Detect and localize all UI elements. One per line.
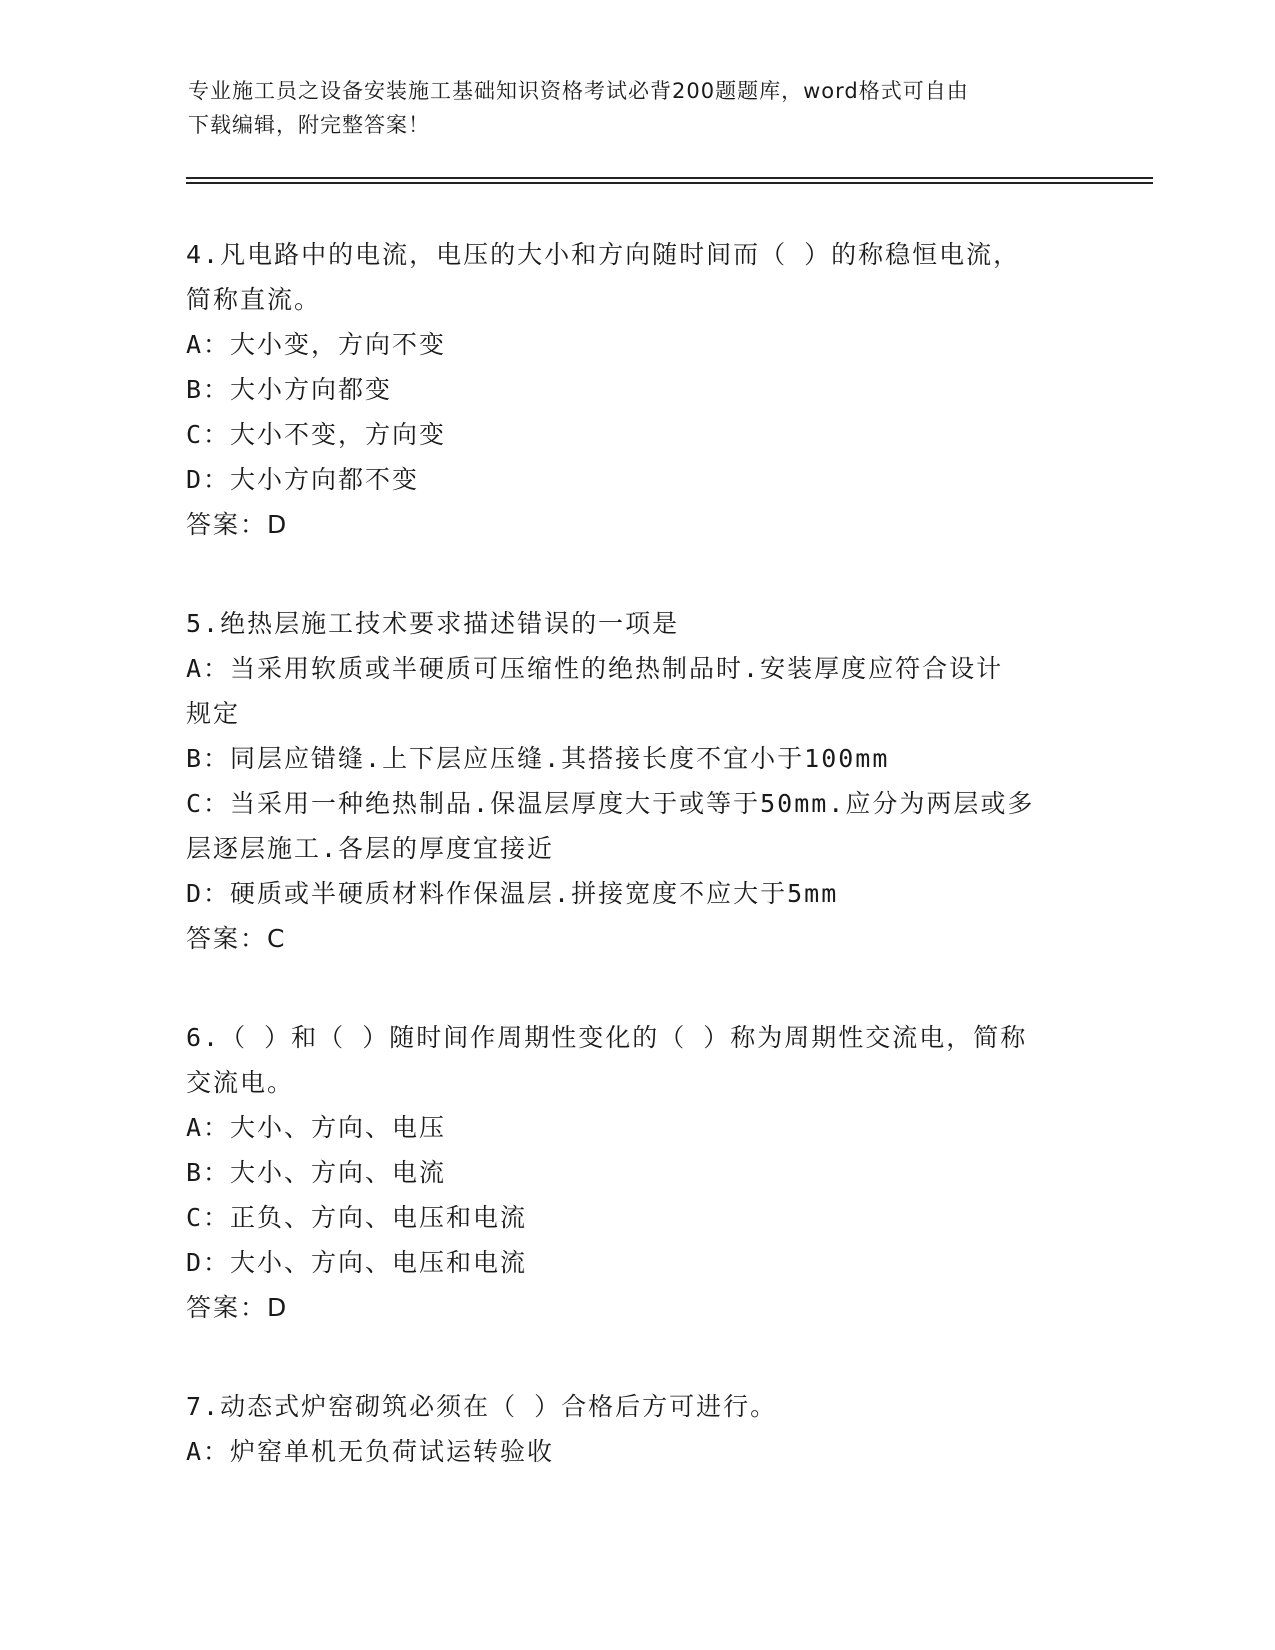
option-d: D：硬质或半硬质材料作保温层.拼接宽度不应大于5mm (186, 879, 839, 908)
question-stem: 5.绝热层施工技术要求描述错误的一项是 (186, 609, 680, 638)
header-divider-top (186, 177, 1153, 179)
option-c: C：正负、方向、电压和电流 (186, 1203, 528, 1232)
option-a: A：大小变，方向不变 (186, 330, 447, 359)
question-list (186, 232, 1086, 1528)
answer: 答案：C (186, 924, 287, 953)
question-6 (186, 1015, 1086, 1330)
option-a: A：大小、方向、电压 (186, 1113, 447, 1142)
option-b: B：同层应错缝.上下层应压缝.其搭接长度不宜小于100mm (186, 744, 890, 773)
option-a-continued: 规定 (186, 699, 241, 728)
document-header (188, 74, 1088, 142)
question-4 (186, 232, 1086, 547)
question-7 (186, 1384, 1086, 1474)
question-stem: 4.凡电路中的电流，电压的大小和方向随时间而（ ）的称稳恒电流， (186, 240, 1021, 269)
option-d: D：大小方向都不变 (186, 465, 420, 494)
question-stem: 简称直流。 (186, 285, 322, 314)
header-divider-bottom (186, 182, 1153, 184)
option-c: C：大小不变，方向变 (186, 420, 447, 449)
option-c: C：当采用一种绝热制品.保温层厚度大于或等于50mm.应分为两层或多 (186, 789, 1035, 818)
option-c-continued: 层逐层施工.各层的厚度宜接近 (186, 834, 555, 863)
option-a: A：炉窑单机无负荷试运转验收 (186, 1437, 555, 1466)
question-stem: 6.（ ）和（ ）随时间作周期性变化的（ ）称为周期性交流电，简称 (186, 1023, 1028, 1052)
header-line-2: 下载编辑，附完整答案！ (188, 113, 430, 137)
option-d: D：大小、方向、电压和电流 (186, 1248, 528, 1277)
question-5 (186, 601, 1086, 961)
answer: 答案：D (186, 510, 289, 539)
option-a: A：当采用软质或半硬质可压缩性的绝热制品时.安装厚度应符合设计 (186, 654, 1004, 683)
header-line-1: 专业施工员之设备安装施工基础知识资格考试必背200题题库，word格式可自由 (188, 79, 969, 103)
option-b: B：大小方向都变 (186, 375, 393, 404)
question-stem: 7.动态式炉窑砌筑必须在（ ）合格后方可进行。 (186, 1392, 778, 1421)
option-b: B：大小、方向、电流 (186, 1158, 447, 1187)
question-stem: 交流电。 (186, 1068, 295, 1097)
answer: 答案：D (186, 1293, 289, 1322)
